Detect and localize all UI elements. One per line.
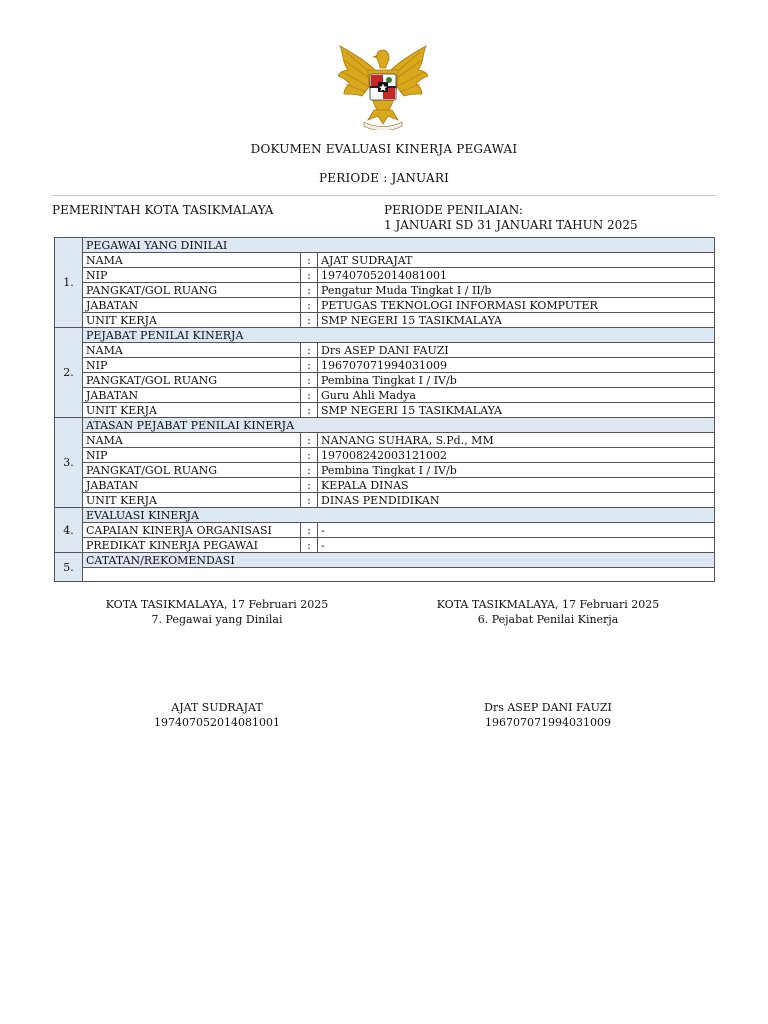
signature-left-place-date: KOTA TASIKMALAYA, 17 Februari 2025 <box>105 598 329 611</box>
notes-field <box>83 568 715 582</box>
signature-left-nip: 197407052014081001 <box>154 716 280 729</box>
institution-name: PEMERINTAH KOTA TASIKMALAYA <box>52 203 274 217</box>
signature-right-place-date: KOTA TASIKMALAYA, 17 Februari 2025 <box>436 598 660 611</box>
signature-right-role: 6. Pejabat Penilai Kinerja <box>477 613 619 626</box>
field-value: - <box>318 523 715 538</box>
field-value: 197008242003121002 <box>318 448 715 463</box>
field-separator: : <box>301 253 318 268</box>
field-separator: : <box>301 373 318 388</box>
section-header-row <box>55 238 715 253</box>
field-separator: : <box>301 493 318 508</box>
assessment-period-value: 1 JANUARI SD 31 JANUARI TAHUN 2025 <box>384 218 638 232</box>
field-separator: : <box>301 343 318 358</box>
field-value: SMP NEGERI 15 TASIKMALAYA <box>318 403 715 418</box>
table-row <box>55 253 715 268</box>
assessment-period <box>384 203 638 233</box>
table-row <box>55 358 715 373</box>
section-number: 1. <box>55 238 83 328</box>
field-value: Drs ASEP DANI FAUZI <box>318 343 715 358</box>
field-separator: : <box>301 478 318 493</box>
field-value: NANANG SUHARA, S.Pd., MM <box>318 433 715 448</box>
field-separator: : <box>301 313 318 328</box>
field-value: KEPALA DINAS <box>318 478 715 493</box>
notes-row <box>55 568 715 582</box>
signature-right-footer <box>408 700 688 730</box>
field-separator: : <box>301 448 318 463</box>
signature-right-name: Drs ASEP DANI FAUZI <box>484 701 612 714</box>
field-label: PANGKAT/GOL RUANG <box>83 463 301 478</box>
field-value: Pembina Tingkat I / IV/b <box>318 373 715 388</box>
field-label: NAMA <box>83 253 301 268</box>
section-header-row <box>55 418 715 433</box>
field-label: CAPAIAN KINERJA ORGANISASI <box>83 523 301 538</box>
field-label: PANGKAT/GOL RUANG <box>83 373 301 388</box>
assessment-period-label: PERIODE PENILAIAN: <box>384 203 523 217</box>
field-separator: : <box>301 538 318 553</box>
section-header-row <box>55 508 715 523</box>
section-title: PEGAWAI YANG DINILAI <box>83 238 715 253</box>
field-value: - <box>318 538 715 553</box>
table-row <box>55 298 715 313</box>
section-title: ATASAN PEJABAT PENILAI KINERJA <box>83 418 715 433</box>
field-value: DINAS PENDIDIKAN <box>318 493 715 508</box>
field-label: NAMA <box>83 343 301 358</box>
field-separator: : <box>301 283 318 298</box>
field-label: JABATAN <box>83 478 301 493</box>
evaluation-table <box>54 237 715 582</box>
table-row <box>55 388 715 403</box>
table-row <box>55 538 715 553</box>
table-row <box>55 403 715 418</box>
field-value: AJAT SUDRAJAT <box>318 253 715 268</box>
section-title: CATATAN/REKOMENDASI <box>83 553 715 568</box>
table-row <box>55 478 715 493</box>
field-value: PETUGAS TEKNOLOGI INFORMASI KOMPUTER <box>318 298 715 313</box>
signature-left-footer <box>77 700 357 730</box>
section-title: EVALUASI KINERJA <box>83 508 715 523</box>
section-header-row <box>55 553 715 568</box>
document-period: PERIODE : JANUARI <box>318 171 450 185</box>
field-label: PANGKAT/GOL RUANG <box>83 283 301 298</box>
table-row <box>55 523 715 538</box>
garuda-emblem-icon <box>334 44 432 130</box>
table-row <box>55 313 715 328</box>
table-row <box>55 373 715 388</box>
field-label: JABATAN <box>83 298 301 313</box>
field-value: Pembina Tingkat I / IV/b <box>318 463 715 478</box>
section-number: 5. <box>55 553 83 582</box>
signature-right-header <box>408 597 688 627</box>
table-row <box>55 433 715 448</box>
section-header-row <box>55 328 715 343</box>
field-separator: : <box>301 463 318 478</box>
field-label: JABATAN <box>83 388 301 403</box>
field-separator: : <box>301 523 318 538</box>
signature-left-header <box>77 597 357 627</box>
table-row <box>55 448 715 463</box>
field-label: PREDIKAT KINERJA PEGAWAI <box>83 538 301 553</box>
field-value: SMP NEGERI 15 TASIKMALAYA <box>318 313 715 328</box>
field-label: NIP <box>83 358 301 373</box>
table-row <box>55 268 715 283</box>
signature-left-role: 7. Pegawai yang Dinilai <box>151 613 283 626</box>
field-separator: : <box>301 388 318 403</box>
field-label: NAMA <box>83 433 301 448</box>
signature-left-name: AJAT SUDRAJAT <box>171 701 263 714</box>
field-separator: : <box>301 403 318 418</box>
section-number: 2. <box>55 328 83 418</box>
signature-right-nip: 196707071994031009 <box>485 716 611 729</box>
section-title: PEJABAT PENILAI KINERJA <box>83 328 715 343</box>
field-separator: : <box>301 433 318 448</box>
field-separator: : <box>301 268 318 283</box>
section-number: 4. <box>55 508 83 553</box>
header-divider <box>52 195 716 196</box>
field-separator: : <box>301 298 318 313</box>
field-label: UNIT KERJA <box>83 493 301 508</box>
field-separator: : <box>301 358 318 373</box>
field-label: NIP <box>83 268 301 283</box>
table-row <box>55 343 715 358</box>
section-number: 3. <box>55 418 83 508</box>
field-label: UNIT KERJA <box>83 313 301 328</box>
document-title: DOKUMEN EVALUASI KINERJA PEGAWAI <box>250 142 518 156</box>
table-row <box>55 463 715 478</box>
table-row <box>55 283 715 298</box>
table-row <box>55 493 715 508</box>
field-value: 197407052014081001 <box>318 268 715 283</box>
field-label: UNIT KERJA <box>83 403 301 418</box>
field-label: NIP <box>83 448 301 463</box>
field-value: Guru Ahli Madya <box>318 388 715 403</box>
field-value: Pengatur Muda Tingkat I / II/b <box>318 283 715 298</box>
field-value: 196707071994031009 <box>318 358 715 373</box>
